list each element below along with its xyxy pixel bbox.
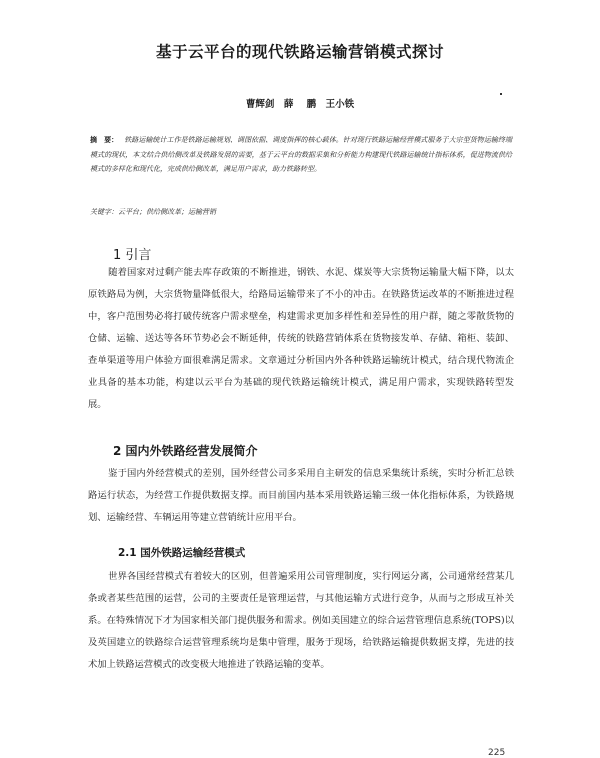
section-2-heading: 2 国内外铁路经营发展简介 [113, 444, 258, 458]
section-2-text: 鉴于国内外经营模式的差别，国外经营公司多采用自主研发的信息采集统计系统，实时分析汇总铁路运行状态，为经营工作提供数据支撑。而目前国内基本采用铁路运输三级一体化指标体系，为铁路规划、运输经营、车辆运用等建立营销统计应用平台。 [88, 468, 514, 523]
section-2-1-text: 世界各国经营模式有着较大的区别，但普遍采用公司管理制度，实行网运分离，公司通常经营某几条或者某些范围的运营，公司的主要责任是管理运营，与其他运输方式进行竞争，从而与之形成互补关系。在特殊情况下才为国家相关部门提供服务和需求。例如美国建立的综合运营管理信息系统(TOPS)以及英国建立的铁路综合运营管理系统均是集中管理，服务于现场，给铁路运输提供数据支撑，先进的技术加上铁路运营模式的改变极大地推进了铁路运输的变革。 [88, 571, 514, 670]
section-1-text: 随着国家对过剩产能去库存政策的不断推进，钢铁、水泥、煤炭等大宗货物运输量大幅下降，以太原铁路局为例，大宗货物量降低很大，给路局运输带来了不小的冲击。在铁路货运改革的不断推进过程中，客户范围势必将打破传统客户需求壁垒，构建需求更加多样性和差异性的用户群，随之零散货物的仓储、运输、送达等各环节势必会不断延伸，传统的铁路营销体系在货物接发单、存储、箱柜、装卸、查单渠道等用户体验方面很难满足需求。文章通过分析国内外各种铁路运输统计模式，结合现代物流企业具备的基本功能，构建以云平台为基础的现代铁路运输统计模式，满足用户需求，实现铁路转型发展。 [88, 267, 514, 410]
keywords [90, 206, 512, 218]
section-1-paragraph [88, 262, 514, 416]
section-2-1-paragraph [88, 566, 514, 676]
abstract-text: 铁路运输统计工作是铁路运输规划、调图依据、调度指挥的核心载体。针对现行铁路运输经营模式服务于大宗型货物运输终端模式的现状，本文结合供给侧改革及铁路发展的需要，基于云平台的数据采集和分析能力构建现代铁路运输统计指标体系，促进物流供给模式的多样化和现代化，完成供给侧改革，满足用户需求，助力铁路转型。 [90, 136, 513, 173]
abstract [90, 133, 512, 177]
page-number: 225 [488, 748, 506, 758]
section-1-heading: 1 引言 [113, 248, 152, 263]
section-2-paragraph [88, 463, 514, 529]
keywords-text: 云平台；供给侧改革；运输营销 [118, 208, 216, 216]
scan-speck [500, 93, 502, 95]
keywords-label: 关键字： [90, 208, 118, 216]
paper-title: 基于云平台的现代铁路运输营销模式探讨 [155, 43, 444, 61]
paper-authors: 曹辉剑 薛 鹏 王小铁 [245, 99, 355, 110]
section-2-1-heading: 2.1 国外铁路运输经营模式 [118, 547, 246, 559]
abstract-label: 摘 要： [90, 135, 119, 144]
